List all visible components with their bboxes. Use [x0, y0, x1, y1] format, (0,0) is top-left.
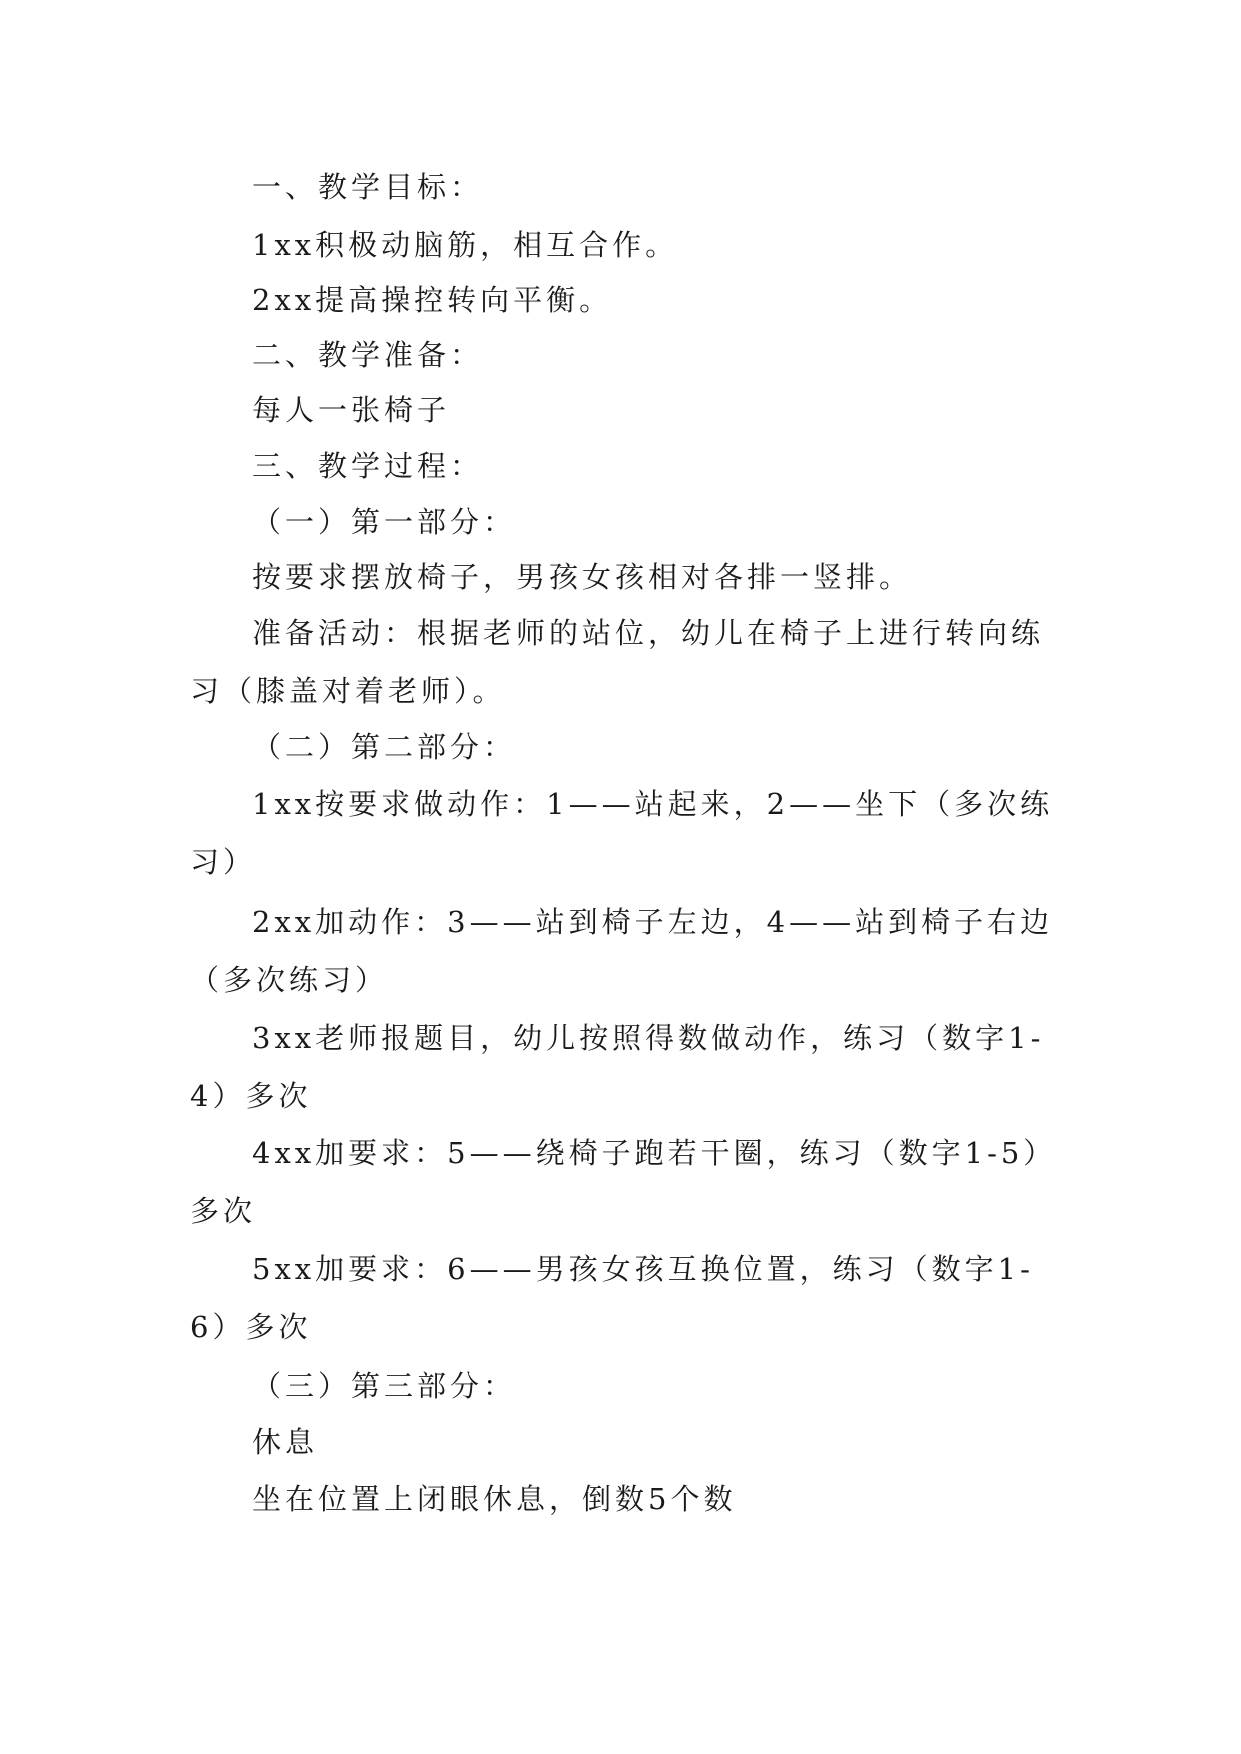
part-3-rest-text: 坐在位置上闭眼休息，倒数5个数 — [252, 1482, 737, 1516]
part-2-step-3: 3xx老师报题目，幼儿按照得数做动作，练习（数字1-4）多次 — [190, 1021, 1045, 1113]
part-1-warmup: 准备活动：根据老师的站位，幼儿在椅子上进行转向练习（膝盖对着老师）。 — [190, 616, 1045, 708]
heading-teaching-preparation: 二、教学准备： — [252, 338, 484, 372]
section-heading-part-3: （三）第三部分： — [252, 1369, 517, 1403]
heading-teaching-goals: 一、教学目标： — [252, 170, 484, 204]
part-2-step-2: 2xx加动作：3——站到椅子左边，4——站到椅子右边（多次练习） — [190, 905, 1054, 997]
goal-item-1: 1xx积极动脑筋，相互合作。 — [252, 228, 679, 262]
section-heading-part-1: （一）第一部分： — [252, 505, 517, 539]
section-heading-part-2: （二）第二部分： — [252, 730, 517, 764]
goal-item-2: 2xx提高操控转向平衡。 — [252, 283, 613, 317]
part-2-step-1: 1xx按要求做动作：1——站起来，2——坐下（多次练习） — [190, 787, 1054, 879]
part-2-step-4: 4xx加要求：5——绕椅子跑若干圈，练习（数字1-5）多次 — [190, 1136, 1057, 1228]
part-2-step-5: 5xx加要求：6——男孩女孩互换位置，练习（数字1-6）多次 — [190, 1252, 1034, 1344]
heading-teaching-process: 三、教学过程： — [252, 449, 484, 483]
preparation-text: 每人一张椅子 — [252, 393, 451, 427]
part-3-rest-title: 休息 — [252, 1425, 319, 1459]
part-1-arrangement: 按要求摆放椅子，男孩女孩相对各排一竖排。 — [252, 560, 913, 594]
